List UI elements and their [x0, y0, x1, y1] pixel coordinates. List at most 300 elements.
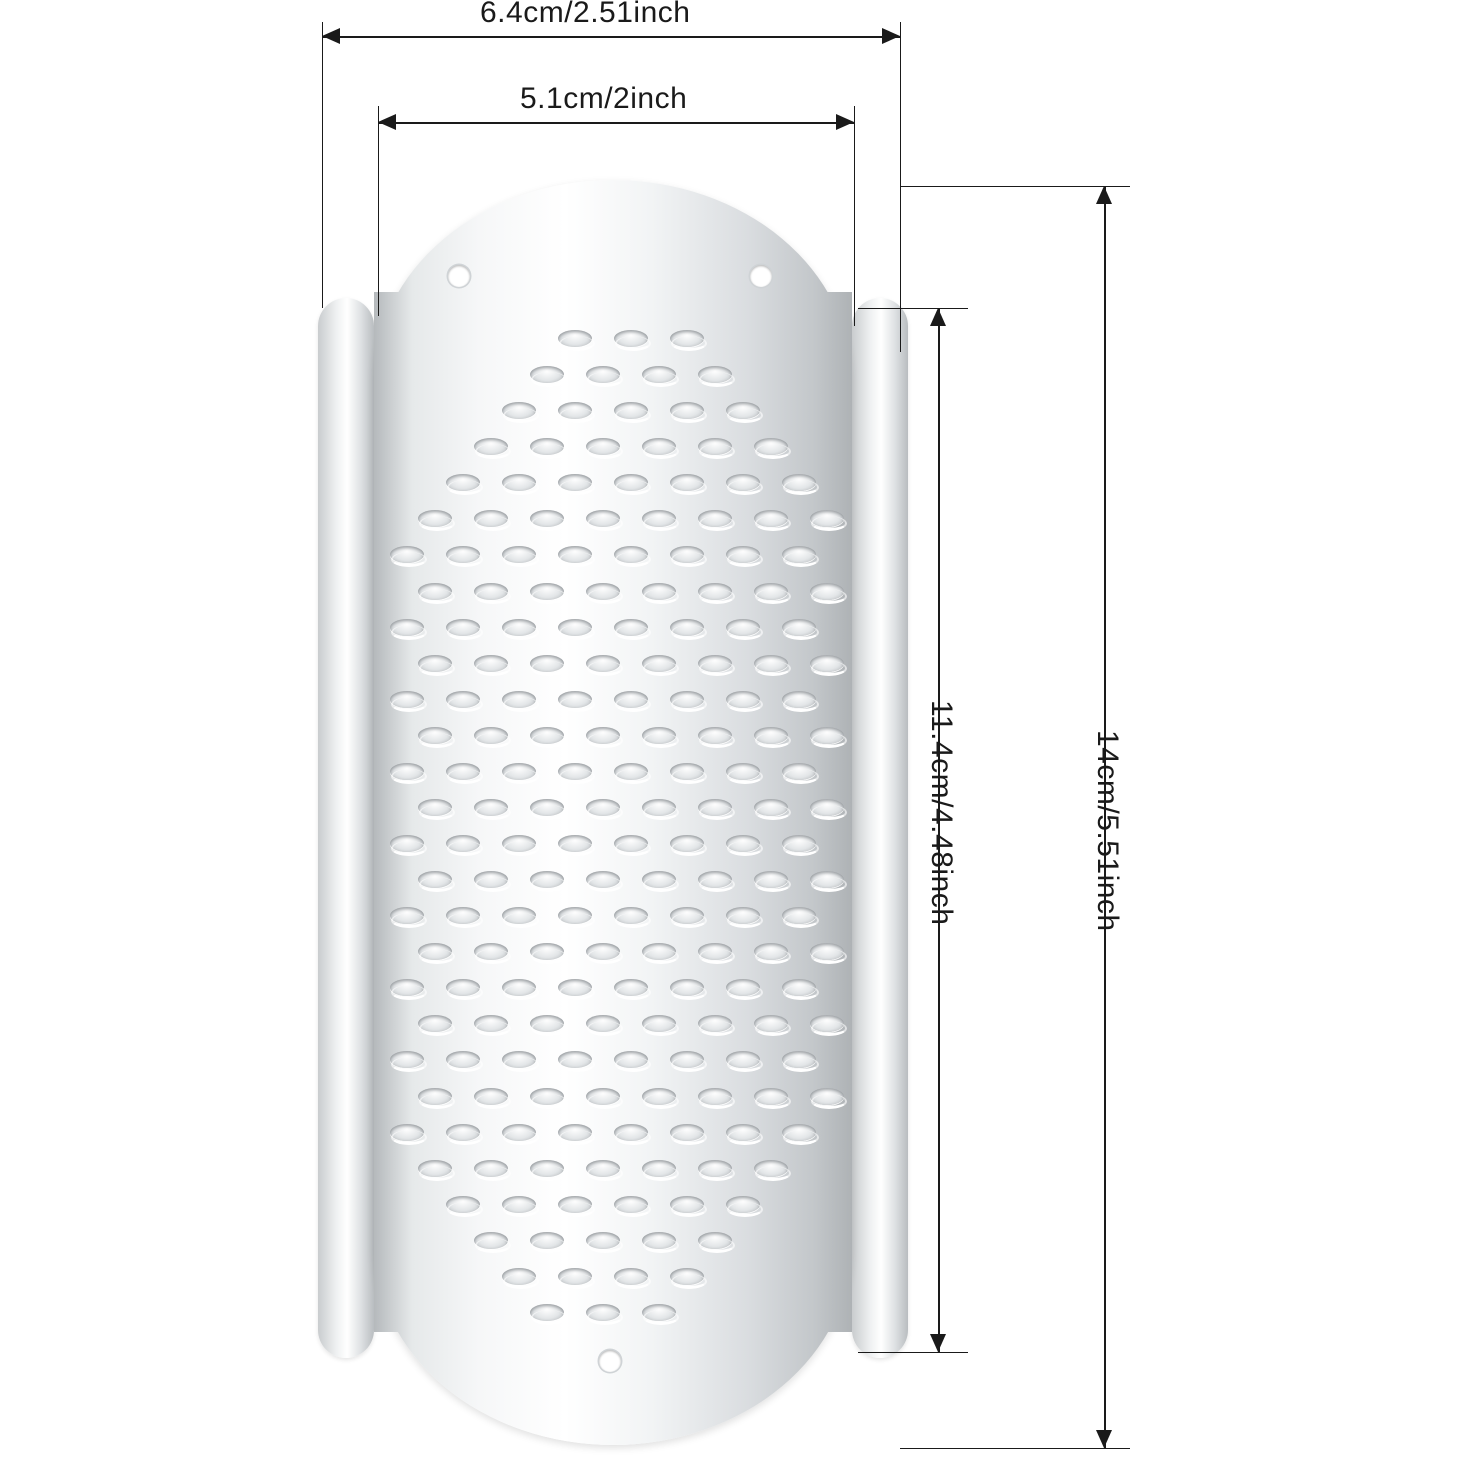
- grating-tooth: [446, 474, 480, 493]
- grating-blade-lip: [615, 1274, 651, 1289]
- grating-tooth: [726, 763, 760, 782]
- grating-blade-lip: [559, 625, 595, 640]
- grating-tooth: [530, 727, 564, 746]
- grating-tooth: [670, 402, 704, 421]
- grating-blade-lip: [503, 985, 539, 1000]
- grating-tooth: [810, 871, 844, 890]
- grating-tooth: [446, 1124, 480, 1143]
- grating-blade-lip: [391, 697, 427, 712]
- grating-tooth: [726, 474, 760, 493]
- grating-tooth: [810, 943, 844, 962]
- grating-tooth: [474, 655, 508, 674]
- grating-blade-lip: [419, 877, 455, 892]
- extension-line-grating-top: [858, 308, 968, 309]
- grating-blade-lip: [727, 625, 763, 640]
- grating-tooth: [418, 943, 452, 962]
- grating-blade-lip: [727, 1202, 763, 1217]
- grating-blade-lip: [643, 1021, 679, 1036]
- extension-line-blade-width-right: [854, 106, 855, 326]
- grating-blade-lip: [503, 1274, 539, 1289]
- grating-blade-lip: [671, 336, 707, 351]
- grating-blade-lip: [503, 769, 539, 784]
- dimension-line-blade-width: [378, 122, 854, 124]
- grating-blade-lip: [783, 1057, 819, 1072]
- grating-tooth: [530, 799, 564, 818]
- grating-tooth: [558, 979, 592, 998]
- grating-blade-lip: [475, 661, 511, 676]
- grating-blade-lip: [587, 372, 623, 387]
- grating-tooth: [586, 1160, 620, 1179]
- grating-tooth: [530, 943, 564, 962]
- grating-tooth: [418, 799, 452, 818]
- grating-tooth: [670, 619, 704, 638]
- grating-blade-lip: [475, 877, 511, 892]
- grating-tooth: [502, 546, 536, 565]
- grating-tooth: [474, 1015, 508, 1034]
- grating-blade-lip: [587, 1021, 623, 1036]
- grating-tooth: [530, 438, 564, 457]
- grating-blade-lip: [531, 949, 567, 964]
- grating-blade-lip: [671, 985, 707, 1000]
- grating-blade-lip: [503, 552, 539, 567]
- grating-blade-lip: [699, 661, 735, 676]
- grating-blade-lip: [783, 769, 819, 784]
- grating-tooth: [446, 546, 480, 565]
- grating-tooth: [390, 1124, 424, 1143]
- grating-tooth: [586, 438, 620, 457]
- grating-blade-lip: [391, 552, 427, 567]
- grating-hole-field: [374, 330, 852, 1340]
- grating-blade-lip: [671, 480, 707, 495]
- grating-tooth: [390, 691, 424, 710]
- grating-blade-lip: [419, 1094, 455, 1109]
- grating-blade-lip: [783, 985, 819, 1000]
- grating-blade-lip: [447, 625, 483, 640]
- grating-tooth: [418, 583, 452, 602]
- grating-tooth: [614, 474, 648, 493]
- grating-blade-lip: [643, 661, 679, 676]
- grating-blade-lip: [643, 805, 679, 820]
- grating-blade-lip: [615, 697, 651, 712]
- grating-blade-lip: [503, 1202, 539, 1217]
- grating-blade-lip: [475, 733, 511, 748]
- grating-tooth: [614, 1196, 648, 1215]
- grating-tooth: [698, 583, 732, 602]
- grating-blade-lip: [447, 913, 483, 928]
- grating-tooth: [698, 1232, 732, 1251]
- extension-line-overall-width-right: [900, 22, 901, 352]
- grating-blade-lip: [671, 913, 707, 928]
- grating-blade-lip: [391, 841, 427, 856]
- grating-blade-lip: [587, 444, 623, 459]
- arrowhead-overall-width-right: [882, 28, 900, 44]
- grating-blade-lip: [475, 949, 511, 964]
- grating-blade-lip: [587, 1238, 623, 1253]
- grating-tooth: [502, 907, 536, 926]
- grating-blade-lip: [699, 1166, 735, 1181]
- grating-tooth: [670, 979, 704, 998]
- grating-tooth: [558, 691, 592, 710]
- grating-tooth: [782, 979, 816, 998]
- grating-tooth: [754, 1088, 788, 1107]
- arrowhead-grating-bottom: [930, 1334, 946, 1352]
- grating-tooth: [726, 619, 760, 638]
- grating-tooth: [530, 655, 564, 674]
- grating-tooth: [502, 763, 536, 782]
- grating-tooth: [474, 1088, 508, 1107]
- grating-tooth: [754, 510, 788, 529]
- grating-tooth: [502, 1196, 536, 1215]
- grating-blade-lip: [503, 480, 539, 495]
- grating-tooth: [474, 1160, 508, 1179]
- grating-tooth: [670, 474, 704, 493]
- grating-tooth: [446, 907, 480, 926]
- grating-blade-lip: [643, 949, 679, 964]
- grating-tooth: [586, 583, 620, 602]
- grating-blade-lip: [643, 589, 679, 604]
- grating-blade-lip: [391, 769, 427, 784]
- grating-tooth: [474, 799, 508, 818]
- grating-blade-lip: [419, 1021, 455, 1036]
- grating-tooth: [474, 943, 508, 962]
- grating-tooth: [586, 510, 620, 529]
- grating-tooth: [810, 1015, 844, 1034]
- grating-blade-lip: [419, 805, 455, 820]
- grating-blade-lip: [615, 480, 651, 495]
- grating-tooth: [782, 1051, 816, 1070]
- grating-tooth: [642, 1088, 676, 1107]
- dimension-label-overall-width: 6.4cm/2.51inch: [480, 0, 691, 29]
- grating-tooth: [698, 943, 732, 962]
- grating-blade-lip: [419, 661, 455, 676]
- grating-blade-lip: [475, 1166, 511, 1181]
- grating-blade-lip: [671, 697, 707, 712]
- grating-blade-lip: [755, 877, 791, 892]
- grating-tooth: [418, 871, 452, 890]
- grating-tooth: [530, 510, 564, 529]
- grating-blade-lip: [531, 589, 567, 604]
- grating-blade-lip: [559, 1274, 595, 1289]
- grating-blade-lip: [587, 1094, 623, 1109]
- grating-tooth: [754, 1160, 788, 1179]
- grating-tooth: [418, 655, 452, 674]
- grating-blade-lip: [503, 913, 539, 928]
- grating-blade-lip: [811, 1094, 847, 1109]
- grating-blade-lip: [559, 769, 595, 784]
- grating-tooth: [446, 979, 480, 998]
- grating-tooth: [502, 1051, 536, 1070]
- grating-blade-lip: [615, 1202, 651, 1217]
- grating-blade-lip: [587, 1166, 623, 1181]
- grating-blade-lip: [643, 1166, 679, 1181]
- grating-tooth: [754, 438, 788, 457]
- grating-blade-lip: [559, 913, 595, 928]
- arrowhead-blade-width-right: [836, 114, 854, 130]
- dimension-line-overall-width: [322, 36, 900, 38]
- grating-tooth: [586, 1015, 620, 1034]
- grating-blade-lip: [811, 516, 847, 531]
- grating-tooth: [614, 691, 648, 710]
- grating-blade-lip: [755, 661, 791, 676]
- grating-tooth: [586, 943, 620, 962]
- grating-tooth: [530, 871, 564, 890]
- grating-tooth: [670, 1124, 704, 1143]
- grating-blade-lip: [447, 1202, 483, 1217]
- grating-tooth: [474, 727, 508, 746]
- grating-blade-lip: [419, 1166, 455, 1181]
- grating-blade-lip: [503, 1130, 539, 1145]
- grating-blade-lip: [727, 408, 763, 423]
- grating-tooth: [390, 835, 424, 854]
- grating-tooth: [614, 330, 648, 349]
- grating-tooth: [698, 510, 732, 529]
- grating-blade-lip: [727, 985, 763, 1000]
- grating-blade-lip: [699, 733, 735, 748]
- grating-tooth: [390, 1051, 424, 1070]
- extension-line-grating-bottom: [858, 1352, 968, 1353]
- grating-tooth: [726, 1196, 760, 1215]
- grating-tooth: [726, 907, 760, 926]
- grating-blade-lip: [671, 1130, 707, 1145]
- grating-blade-lip: [643, 372, 679, 387]
- grating-tooth: [614, 907, 648, 926]
- grating-tooth: [390, 763, 424, 782]
- grating-blade-lip: [643, 1094, 679, 1109]
- grating-tooth: [698, 655, 732, 674]
- grating-tooth: [474, 510, 508, 529]
- grating-blade-lip: [755, 589, 791, 604]
- grating-tooth: [558, 907, 592, 926]
- grating-tooth: [418, 510, 452, 529]
- grating-tooth: [810, 1088, 844, 1107]
- grating-blade-lip: [671, 1274, 707, 1289]
- grating-blade-lip: [727, 1057, 763, 1072]
- dimension-label-grating-length: 11.4cm/4.48inch: [925, 700, 958, 926]
- grating-blade-lip: [391, 913, 427, 928]
- grating-tooth: [586, 366, 620, 385]
- grating-blade-lip: [811, 877, 847, 892]
- grating-blade-lip: [783, 480, 819, 495]
- grating-tooth: [642, 871, 676, 890]
- grating-tooth: [614, 619, 648, 638]
- grating-tooth: [558, 1268, 592, 1287]
- arrowhead-overall-top: [1096, 186, 1112, 204]
- grating-blade-lip: [699, 877, 735, 892]
- grating-tooth: [670, 1051, 704, 1070]
- grating-tooth: [614, 1268, 648, 1287]
- grating-blade-lip: [531, 805, 567, 820]
- grating-blade-lip: [699, 805, 735, 820]
- grating-tooth: [782, 907, 816, 926]
- grating-tooth: [670, 907, 704, 926]
- grating-tooth: [642, 366, 676, 385]
- grating-tooth: [558, 1124, 592, 1143]
- grating-tooth: [502, 1124, 536, 1143]
- grating-blade-lip: [587, 516, 623, 531]
- grating-tooth: [558, 763, 592, 782]
- grating-tooth: [642, 799, 676, 818]
- grating-blade-lip: [727, 697, 763, 712]
- grating-tooth: [502, 402, 536, 421]
- grating-blade-lip: [783, 841, 819, 856]
- grating-tooth: [698, 727, 732, 746]
- grating-tooth: [810, 655, 844, 674]
- grating-tooth: [782, 1124, 816, 1143]
- grating-blade-lip: [727, 769, 763, 784]
- grating-blade-lip: [531, 733, 567, 748]
- grating-tooth: [474, 438, 508, 457]
- grating-tooth: [614, 1051, 648, 1070]
- grating-tooth: [670, 1268, 704, 1287]
- grating-tooth: [698, 438, 732, 457]
- grating-blade-lip: [531, 372, 567, 387]
- grating-tooth: [474, 583, 508, 602]
- grating-tooth: [698, 1160, 732, 1179]
- grating-blade-lip: [587, 1310, 623, 1325]
- grating-tooth: [754, 655, 788, 674]
- grating-tooth: [418, 1015, 452, 1034]
- grating-blade-lip: [447, 769, 483, 784]
- grating-blade-lip: [755, 1021, 791, 1036]
- grating-tooth: [502, 835, 536, 854]
- grating-tooth: [586, 799, 620, 818]
- grating-blade-lip: [559, 1057, 595, 1072]
- grating-tooth: [670, 835, 704, 854]
- grating-blade-lip: [447, 480, 483, 495]
- grating-blade-lip: [671, 625, 707, 640]
- grating-blade-lip: [587, 949, 623, 964]
- grating-blade-lip: [503, 697, 539, 712]
- grating-blade-lip: [531, 1094, 567, 1109]
- grating-blade-lip: [727, 552, 763, 567]
- grating-blade-lip: [783, 552, 819, 567]
- grating-blade-lip: [615, 552, 651, 567]
- grating-blade-lip: [671, 1057, 707, 1072]
- grating-blade-lip: [783, 913, 819, 928]
- grating-blade-lip: [755, 949, 791, 964]
- grating-blade-lip: [643, 733, 679, 748]
- grating-blade-lip: [671, 408, 707, 423]
- grating-tooth: [810, 799, 844, 818]
- grating-tooth: [418, 1160, 452, 1179]
- grating-blade-lip: [587, 589, 623, 604]
- grating-tooth: [390, 907, 424, 926]
- left-side-rail: [318, 298, 374, 1358]
- grating-tooth: [670, 546, 704, 565]
- grating-tooth: [670, 1196, 704, 1215]
- grating-blade-lip: [727, 1130, 763, 1145]
- grating-tooth: [558, 402, 592, 421]
- grating-blade-lip: [475, 589, 511, 604]
- grating-blade-lip: [447, 1130, 483, 1145]
- grating-tooth: [586, 655, 620, 674]
- grating-tooth: [502, 619, 536, 638]
- extension-line-blade-width-left: [378, 106, 379, 316]
- grating-blade-lip: [391, 1057, 427, 1072]
- grating-tooth: [642, 1160, 676, 1179]
- grating-tooth: [698, 366, 732, 385]
- grating-tooth: [614, 1124, 648, 1143]
- grater-product: [318, 180, 908, 1445]
- grating-blade-lip: [643, 444, 679, 459]
- grating-tooth: [754, 799, 788, 818]
- grating-blade-lip: [531, 1238, 567, 1253]
- grating-blade-lip: [503, 625, 539, 640]
- grating-blade-lip: [559, 408, 595, 423]
- grating-tooth: [558, 474, 592, 493]
- grating-blade-lip: [559, 1130, 595, 1145]
- grating-tooth: [474, 871, 508, 890]
- grating-blade-lip: [475, 805, 511, 820]
- grating-tooth: [726, 1124, 760, 1143]
- grating-blade-lip: [643, 877, 679, 892]
- grating-blade-lip: [671, 841, 707, 856]
- grating-blade-lip: [699, 949, 735, 964]
- grating-blade-lip: [699, 516, 735, 531]
- grating-tooth: [698, 1015, 732, 1034]
- grating-tooth: [530, 366, 564, 385]
- grating-blade-lip: [643, 1238, 679, 1253]
- extension-line-overall-width-left: [322, 22, 323, 308]
- grating-blade-lip: [447, 1057, 483, 1072]
- grating-tooth: [558, 546, 592, 565]
- grating-tooth: [726, 1051, 760, 1070]
- grating-blade-lip: [587, 661, 623, 676]
- grating-tooth: [530, 1015, 564, 1034]
- grating-blade-lip: [615, 769, 651, 784]
- grating-tooth: [642, 583, 676, 602]
- grating-tooth: [726, 691, 760, 710]
- grating-tooth: [754, 871, 788, 890]
- grating-blade-lip: [447, 697, 483, 712]
- grating-tooth: [782, 691, 816, 710]
- grating-tooth: [586, 1232, 620, 1251]
- grating-tooth: [810, 583, 844, 602]
- grating-blade-lip: [559, 697, 595, 712]
- grating-tooth: [810, 510, 844, 529]
- grating-tooth: [614, 402, 648, 421]
- extension-line-overall-bottom: [900, 1448, 1130, 1449]
- grating-blade-lip: [475, 516, 511, 531]
- grating-tooth: [698, 871, 732, 890]
- grating-blade-lip: [811, 805, 847, 820]
- arrowhead-grating-top: [930, 308, 946, 326]
- grating-blade-lip: [615, 841, 651, 856]
- grating-tooth: [782, 474, 816, 493]
- grating-tooth: [558, 619, 592, 638]
- grating-blade-lip: [699, 372, 735, 387]
- grating-tooth: [754, 943, 788, 962]
- grating-tooth: [418, 1088, 452, 1107]
- grating-tooth: [530, 1232, 564, 1251]
- grating-tooth: [558, 330, 592, 349]
- grating-blade-lip: [615, 336, 651, 351]
- grating-tooth: [446, 835, 480, 854]
- grating-blade-lip: [699, 444, 735, 459]
- grating-blade-lip: [615, 1130, 651, 1145]
- grating-blade-lip: [643, 1310, 679, 1325]
- grating-tooth: [614, 763, 648, 782]
- grating-blade-lip: [811, 949, 847, 964]
- dimension-label-overall-length: 14cm/5.51inch: [1091, 730, 1124, 932]
- arrowhead-overall-bottom: [1096, 1430, 1112, 1448]
- arrowhead-blade-width-left: [378, 114, 396, 130]
- grating-blade-lip: [419, 949, 455, 964]
- grating-tooth: [782, 835, 816, 854]
- grating-blade-lip: [559, 841, 595, 856]
- grating-tooth: [446, 763, 480, 782]
- grating-tooth: [642, 655, 676, 674]
